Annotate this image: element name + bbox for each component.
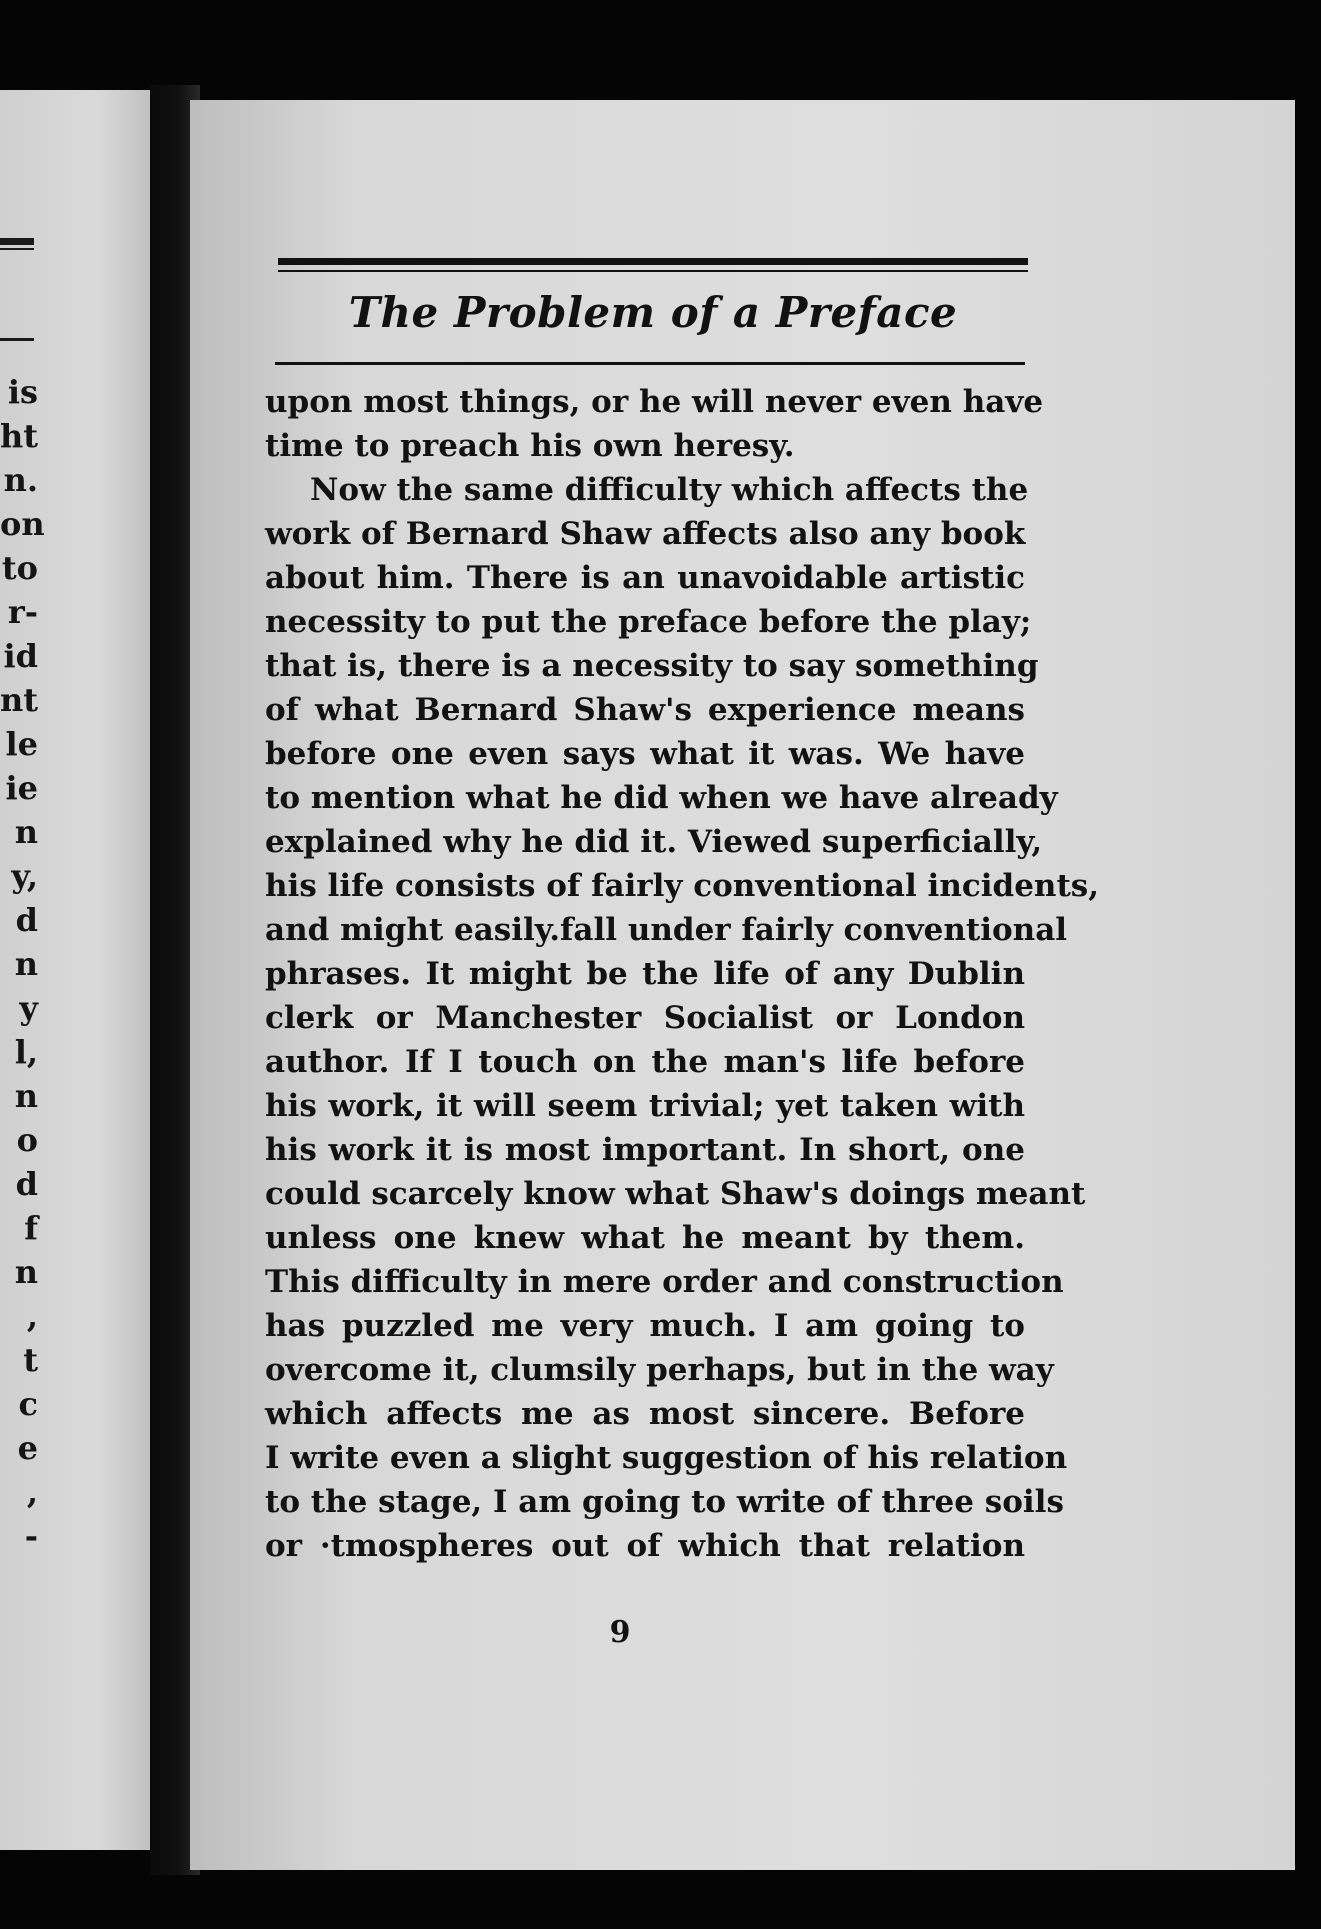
text-line: which affects me as most sincere. Before [265,1396,1025,1432]
left-page-rule [0,248,34,250]
text-line: or ·tmospheres out of which that relation [265,1528,1025,1564]
text-line: that is, there is a necessity to say something [265,648,1039,684]
text-line: author. If I touch on the man's life before [265,1044,1025,1080]
running-head: The Problem of a Preface [348,288,958,337]
text-line: of what Bernard Shaw's experience means [265,692,1025,728]
left-page-fragment: n. [3,461,38,499]
left-page-fragment: id [3,637,38,675]
left-page-fragment: o [16,1121,38,1159]
body-text [265,380,1100,1568]
text-line: clerk or Manchester Socialist or London [265,1000,1025,1036]
left-page-fragment: r- [7,593,38,631]
left-page-rule [0,338,34,341]
text-line: time to preach his own heresy. [265,428,795,464]
left-page-fragment: n [14,945,38,983]
text-line: phrases. It might be the life of any Dublin [265,956,1025,992]
text-line: and might easily.fall under fairly conventional [265,912,1068,948]
header-rule-thick [278,258,1028,265]
left-page-fragment: d [15,1165,38,1203]
left-page-fragment: t [23,1341,38,1379]
text-line: has puzzled me very much. I am going to [265,1308,1025,1344]
left-page-fragment: n [14,1253,38,1291]
left-page-fragment: ht [0,417,39,455]
left-page-fragment: ie [5,769,38,807]
text-line: to the stage, I am going to write of three soils [265,1484,1064,1520]
left-page-fragment: - [24,1517,38,1555]
text-line: explained why he did it. Viewed superficially, [265,824,1043,860]
left-page-fragment: , [26,1473,38,1511]
text-line: I write even a slight suggestion of his relation [265,1440,1068,1476]
text-line: could scarcely know what Shaw's doings meant [265,1176,1086,1212]
left-page-fragment: d [15,901,38,939]
text-line: his work, it will seem trivial; yet taken with [265,1088,1025,1124]
left-page-edge [0,90,160,1850]
left-page-fragment: f [24,1209,38,1247]
header-rule-thin [278,270,1028,272]
left-page-fragment: , [26,1297,38,1335]
left-page-fragment: nt [0,681,39,719]
text-line: Now the same difficulty which affects the [310,472,1029,508]
text-line: his life consists of fairly conventional incidents, [265,868,1100,904]
text-line: before one even says what it was. We have [265,736,1025,772]
left-page-fragment: y, [11,857,38,895]
page-number: 9 [609,1615,631,1650]
left-page-fragment: n [14,1077,38,1115]
text-line: upon most things, or he will never even have [265,384,1044,420]
text-line: his work it is most important. In short, one [265,1132,1025,1168]
header-rule-bottom [275,362,1025,365]
left-page-fragment: is [7,373,38,411]
left-page-fragment: e [17,1429,38,1467]
text-line: about him. There is an unavoidable artistic [265,560,1025,596]
text-line: unless one knew what he meant by them. [265,1220,1025,1256]
left-page-fragment: le [5,725,38,763]
left-page-rule [0,238,34,245]
left-page-fragment: n [14,813,38,851]
text-line: to mention what he did when we have already [265,780,1058,816]
text-line: overcome it, clumsily perhaps, but in the way [265,1352,1054,1388]
left-page-fragment: y [19,989,38,1027]
left-page-fragment: c [18,1385,38,1423]
left-page-fragment: on [0,505,45,543]
text-line: work of Bernard Shaw affects also any book [265,516,1026,552]
text-line: This difficulty in mere order and construction [265,1264,1064,1300]
left-page-fragment: l, [14,1033,38,1071]
left-page-fragment: to [1,549,38,587]
text-line: necessity to put the preface before the play; [265,604,1032,640]
